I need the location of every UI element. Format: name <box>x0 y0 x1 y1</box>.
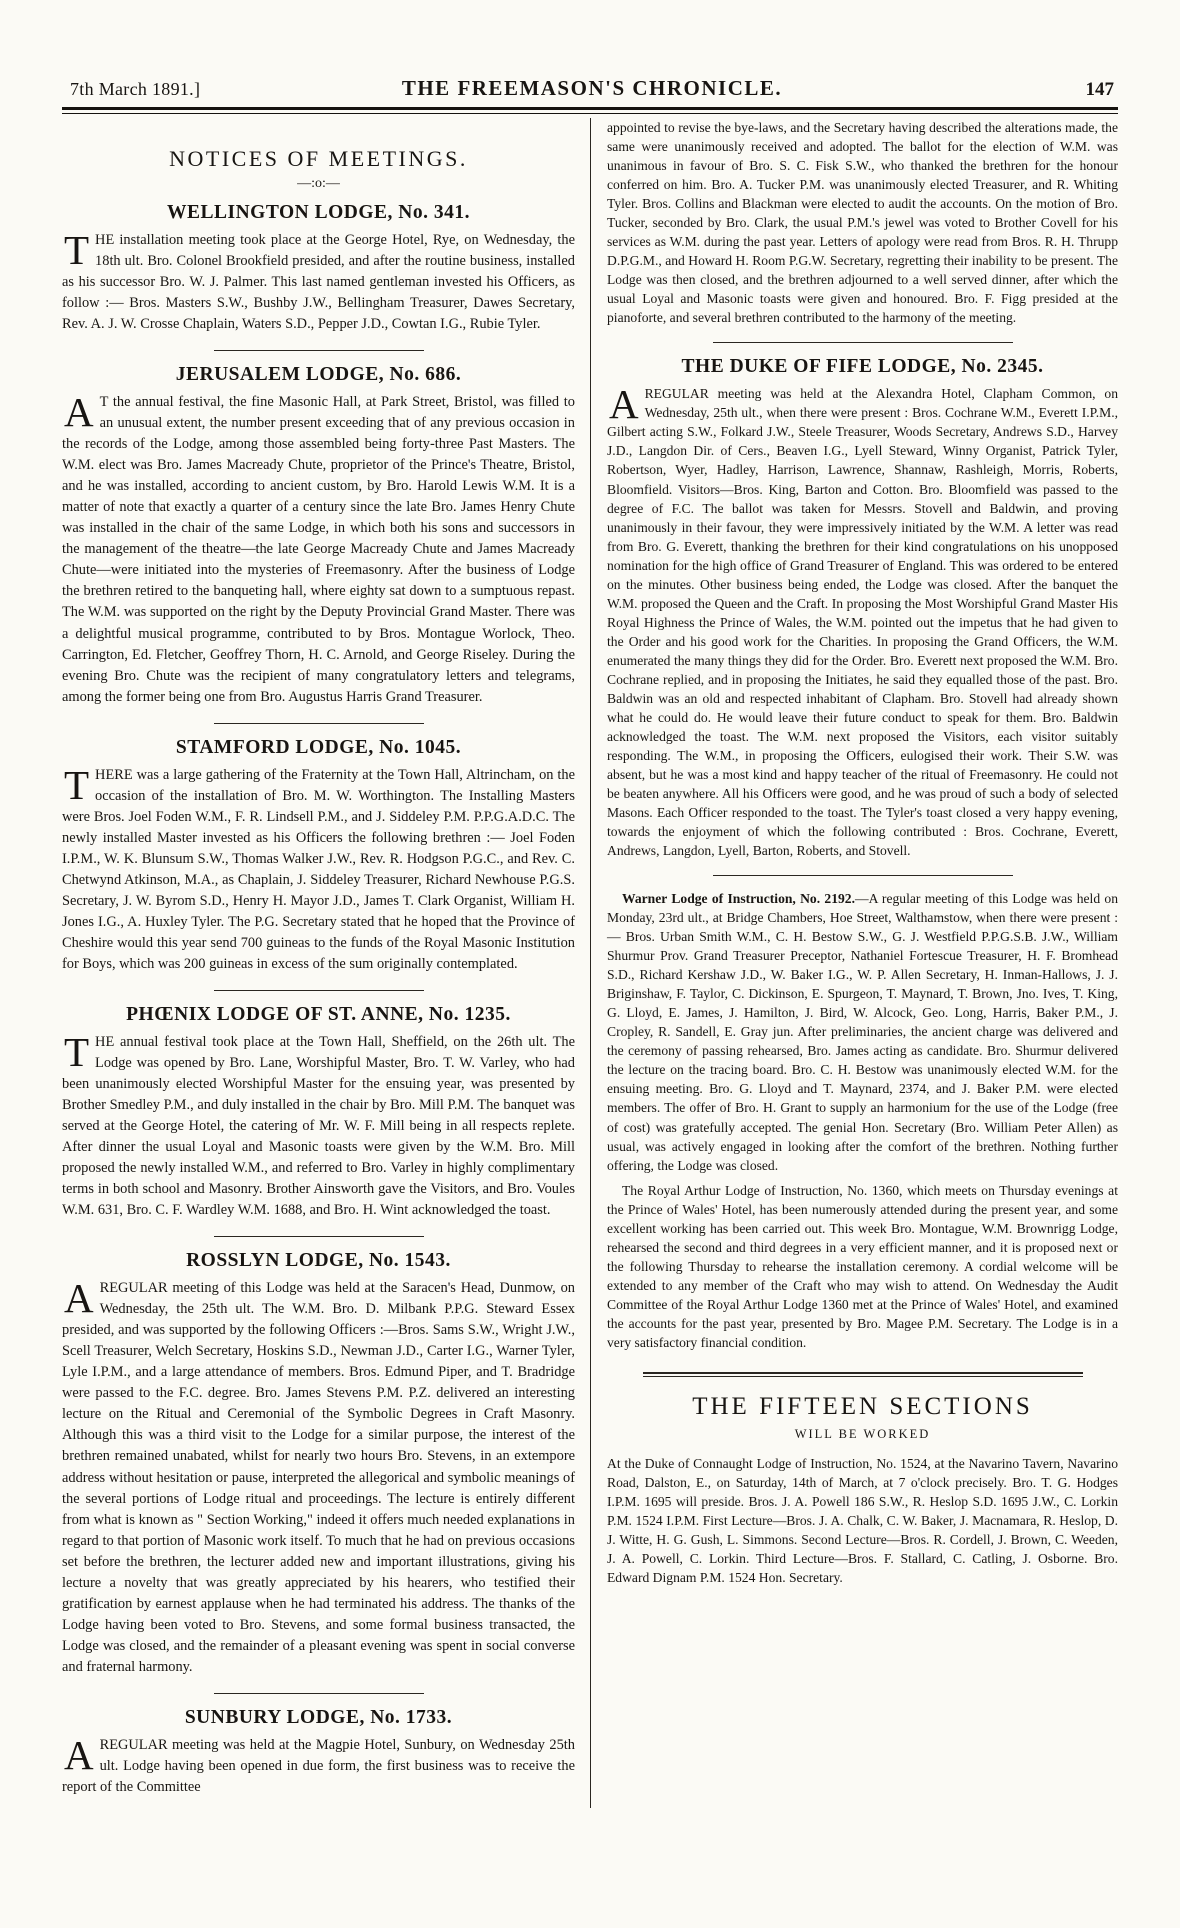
lodge-heading: THE DUKE OF FIFE LODGE, No. 2345. <box>681 356 1044 378</box>
fifteen-sections <box>607 1393 1118 1587</box>
fifteen-sections-heading: THE FIFTEEN SECTIONS <box>692 1392 1033 1420</box>
left-column <box>62 118 590 1808</box>
lodge-paragraph-text: —A regular meeting of this Lodge was held on Monday, 23rd ult., at Bridge Chambers, Hoe Street, Walthamstow, when there were present :— Bros. Urban Smith W.M., C. H. Bestow S.W., G. J. Westfield P.P.G.S.B. J.W., William Shurmur Prov. Grand Treasurer Preceptor, Nathaniel Fortescue Treasurer, H. F. Bromhead S.D., Richard Kershaw J.D., W. Baker I.G., W. P. Allen Secretary, H. Inman-Hallows, J. J. Briginshaw, F. Taylor, C. Dickinson, E. Spurgeon, T. Maynard, T. Brown, Jno. Ives, T. King, G. Lloyd, E. James, J. Hamilton, J. Bird, W. Alcock, Geo. Long, Harris, Baker P.M., J. Cropley, R. Sandell, E. Gray jun. After preliminaries, the ancient charge was delivered and the ceremony of passing rehearsed, Bro. James acting as candidate. Bro. Shurmur delivered the lecture on the tracing board. Bro. C. H. Bestow was unanimously elected W.M. for the ensuing meeting. Bro. G. Lloyd and T. Maynard, 2374, and J. Baker P.M. were elected members. The offer of Bro. H. Grant to supply an harmonium for the use of the Lodge (free of cost) was gratefully accepted. The genial Hon. Secretary (Bro. William Peter Allen) as usual, was actively engaged in looking after the comfort of the brethren. Nothing further offering, the Lodge was closed. <box>607 891 1118 1173</box>
notices-title: NOTICES OF MEETINGS. <box>169 146 468 171</box>
lodge-heading: STAMFORD LODGE, No. 1045. <box>175 736 462 758</box>
lodge-section-wellington <box>62 202 575 335</box>
lodge-heading: WELLINGTON LODGE, No. 341. <box>166 202 471 223</box>
lodge-section-jerusalem <box>62 364 575 707</box>
drop-cap: A <box>64 389 94 436</box>
drop-cap: T <box>64 227 90 273</box>
page-header <box>0 0 1180 107</box>
lodge-paragraph-text: REGULAR meeting of this Lodge was held at the Saracen's Head, Dunmow, on Wednesday, the 25th ult. The W.M. Bro. D. Milbank P.P.G. Steward Essex presided, and was supported by the following Officers :—Bros. Sams S.W., Wright J.W., Scell Treasurer, Welch Secretary, Hoskins S.D., Newman J.D., Carter I.G., Warner Tyler, Lyle I.P.M., and a large attendance of members. Bros. Edmund Piper, and T. Bradridge were passed to the F.C. degree. Bro. James Stevens P.M. P.Z. delivered an interesting lecture on the Ritual and Ceremonial of the Symbolic Degrees in Craft Masonry. Although this was a third visit to the Lodge for a similar purpose, the interest of the brethren remained unabated, whilst for nearly two hours Bro. Stevens, in an extempore address without hesitation or pause, interpreted the allegorical and symbolic meanings of the several portions of Lodge ritual and proceedings. The lecture is entirely different from what is known as " Section Working," indeed it offers much needed explanations in regard to that portion of Masonic work itself. To much that he had on previous occasions set before the brethren, the lecturer added new and important illustrations, giving his lecture a novelty that was greatly appreciated by his hearers, who testified their gratification by earnest applause when he had terminated his address. The thanks of the Lodge having been voted to Bro. Stevens, and some formal business transacted, the Lodge was closed, and the remainder of a pleasant evening was spent in social converse and fraternal harmony. <box>62 1280 575 1675</box>
continuation-paragraph: appointed to revise the bye-laws, and the Secretary having described the alterations made, the same were unanimously received and adopted. The ballot for the election of W.M. was unanimous in favour of Bro. S. C. Fisk S.W., who thanked the brethren for the honour conferred on him. Bro. A. Tucker P.M. was unanimously elected Treasurer, and R. Whiting Tyler. Bros. Collins and Blackman were elected to audit the accounts. On the motion of Bro. Tucker, seconded by Bro. Clark, the usual P.M.'s jewel was voted to Brother Covell for his services as W.M. during the past year. Letters of apology were read from Bros. R. H. Thrupp D.P.G.M., and Howard H. Room P.G.W. Secretary, regretting their inability to be present. The Lodge was then closed, and the brethren adjourned to a well served dinner, after which the usual Loyal and Masonic toasts were given and honoured. Bro. F. Figg presided at the pianoforte, and several brethren contributed to the harmony of the meeting. <box>607 120 1118 326</box>
lodge-paragraph-text: REGULAR meeting was held at the Magpie Hotel, Sunbury, on Wednesday 25th ult. Lodge having been opened in due form, the first business was to receive the report of the Committee <box>62 1736 575 1795</box>
drop-cap: A <box>64 1731 94 1778</box>
fifteen-sections-paragraph: At the Duke of Connaught Lodge of Instruction, No. 1524, at the Navarino Tavern, Navarino Road, Dalston, E., on Saturday, 14th of March, at 7 o'clock precisely. Bro. T. G. Hodges I.P.M. 1695 will preside. Bros. J. A. Powell 186 S.W., R. Heslop S.D. 1695 J.W., C. Lorkin P.M. 1524 I.P.M. First Lecture—Bros. J. A. Chalk, C. W. Baker, J. Macnamara, R. Heslop, D. J. Witte, H. G. Gush, L. Simmons. Second Lecture—Bros. R. Cordell, J. Brown, C. Weeden, J. A. Powell, C. Lorkin. Third Lecture—Bros. F. Stallard, C. Catling, J. Osborne. Bro. Edward Dignam P.M. 1524 Hon. Secretary. <box>607 1455 1118 1586</box>
fifteen-sections-subheading: WILL BE WORKED <box>794 1426 931 1441</box>
columns <box>0 114 1180 1808</box>
page-number: 147 <box>1085 79 1114 100</box>
lodge-paragraph <box>62 1028 575 1221</box>
lodge-paragraph-text: HE annual festival took place at the Town Hall, Sheffield, on the 26th ult. The Lodge was opened by Bro. Lane, Worshipful Master, Bro. T. W. Varley, who had been unanimously elected Worshipful Master for the ensuing year, was presented by Brother Smedley P.M., and duly installed in the chair by Bro. Mill P.M. The banquet was served at the George Hotel, the catering of Mr. W. F. Mill being in all respects replete. After dinner the usual Loyal and Masonic toasts were given by the W.M. Bro. Mill proposed the newly installed W.M., and referred to Bro. Varley in highly complimentary terms in both school and Masonry. Brother Ainsworth gave the Visitors, and Bro. Voules W.M. 631, Bro. C. F. Wardley W.M. 1688, and Bro. H. Wint acknowledged the toast. <box>62 1033 575 1219</box>
lodge-paragraph <box>62 1731 575 1798</box>
lodge-paragraph-text: REGULAR meeting was held at the Alexandra Hotel, Clapham Common, on Wednesday, 25th ult., when there were present : Bros. Cochrane W.M., Everett I.P.M., Gilbert acting S.W., Folkard J.W., Steele Treasurer, Woods Secretary, Andrews S.D., Harvey J.D., Langdon Dir. of Cers., Beaven I.G., Lyell Steward, Winny Organist, Patrick Tyler, Robertson, Wyer, Hadley, Harrison, Lawrence, Shannaw, Rashleigh, Morris, Roberts, Bloomfield. Visitors—Bros. King, Barton and Cotton. Bro. Bloomfield was passed to the degree of F.C. The ballot was taken for Messrs. Stovell and Baldwin, and proving unanimously in their favour, they were impressively initiated by the W.M. A letter was read from Bro. G. Everett, thanking the brethren for their kind congratulations on his unopposed nomination for the high office of Grand Treasurer of England. This was ordered to be entered on the minutes. Other business being ended, the Lodge was closed. After the banquet the W.M. proposed the Queen and the Craft. In proposing the Most Worshipful Grand Master His Royal Highness the Prince of Wales, the W.M. pointed out the impetus that he had given to the Order and his good work for the Charities. In proposing the Grand Officers, the W.M. enumerated the many things they did for the Order. Bro. Everett next proposed the W.M. Bro. Cochrane replied, and in proposing the Initiates, he said they equalled those of the past. Bro. Baldwin was an old and respected inhabitant of Clapham. Bro. Stovell had already shown what he could do. He would leave their future conduct to speak for them. Bro. Baldwin acknowledged the toast. The W.M. next proposed the Visitors, each visitor suitably responding. The W.M., in proposing the Officers, eulogised their work. Their S.W. was absent, but he was a most kind and happy teacher of the ritual of Freemasonry. He could not be beaten anywhere. All his Officers were good, and he was proud of such a body of selected Masons. Each Officer responded to the toast. The Tyler's toast closed a very happy evening, towards the enjoyment of which the following contributed : Bros. Cochrane, Everett, Andrews, Langdon, Lyell, Barton, Roberts, and Stovell. <box>607 386 1118 859</box>
drop-cap: T <box>64 761 90 808</box>
lodge-section-warner <box>607 889 1118 1174</box>
drop-cap: T <box>64 1028 90 1075</box>
lodge-paragraph <box>62 1275 575 1678</box>
section-rule <box>713 342 1013 343</box>
lodge-heading: ROSSLYN LODGE, No. 1543. <box>186 1250 451 1272</box>
section-rule <box>214 990 424 991</box>
lodge-paragraph-text: HERE was a large gathering of the Fraternity at the Town Hall, Altrincham, on the occasion of the installation of Bro. M. W. Worthington. The Installing Masters were Bros. Joel Foden W.M., F. R. Lindsell P.M., and J. Siddeley P.M. P.P.G.A.D.C. The newly installed Master invested as his Officers the following brethren :— Joel Foden I.P.M., W. K. Blunsum S.W., Thomas Walker J.W., Rev. R. Hodgson P.G.C., and Rev. C. Chetwynd Atkinson, M.A., as Chaplain, J. Siddeley Treasurer, Richard Newhouse P.G.S. Secretary, J. W. Byrom S.D., Henry H. Mayor J.D., James T. Clark Organist, William H. Jones I.G., A. Huxley Tyler. The P.G. Secretary stated that he hoped that the Province of Cheshire would this year send 700 guineas to the funds of the Royal Masonic Institution for Boys, which was 200 guineas in excess of the sum originally contemplated. <box>62 766 575 972</box>
lodge-heading: SUNBURY LODGE, No. 1733. <box>184 1706 453 1728</box>
lodge-section-stamford <box>62 737 575 975</box>
lodge-paragraph <box>62 227 575 335</box>
lodge-section-sunbury <box>62 1707 575 1798</box>
warner-lead: Warner Lodge of Instruction, No. 2192. <box>622 891 855 907</box>
section-rule <box>214 350 424 351</box>
lodge-heading: PHŒNIX LODGE OF ST. ANNE, No. 1235. <box>126 1003 511 1025</box>
drop-cap: A <box>64 1275 94 1322</box>
lodge-paragraph <box>62 761 575 975</box>
page-title: THE FREEMASON'S CHRONICLE. <box>401 76 783 100</box>
section-rule <box>713 875 1013 876</box>
issue-date: 7th March 1891.] <box>70 79 201 99</box>
lodge-heading: JERUSALEM LODGE, No. 686. <box>175 364 462 386</box>
lodge-section-duke-of-fife <box>607 356 1118 860</box>
lodge-paragraph <box>607 381 1118 860</box>
lodge-paragraph-text: HE installation meeting took place at the George Hotel, Rye, on Wednesday, the 18th ult. Bro. Colonel Brookfield presided, and after the routine business, installed as his successor Bro. W. J. Palmer. This last named gentleman invested his Officers, as follow :— Bros. Masters S.W., Bushby J.W., Bellingham Treasurer, Dawes Secretary, Rev. A. J. W. Crosse Chaplain, Waters S.D., Pepper J.D., Cowtan I.G., Rubie Tyler. <box>62 232 575 333</box>
lodge-section-royal-arthur <box>607 1181 1118 1352</box>
notices-ornament: —:o:— <box>297 176 340 191</box>
section-rule <box>214 1693 424 1694</box>
lodge-paragraph <box>607 889 1118 1174</box>
lodge-paragraph <box>62 389 575 707</box>
header-rule <box>62 107 1118 114</box>
right-column <box>590 118 1118 1808</box>
drop-cap: A <box>609 381 639 428</box>
lodge-paragraph: The Royal Arthur Lodge of Instruction, No. 1360, which meets on Thursday evenings at the Prince of Wales' Hotel, has been numerously attended during the present year, and some excellent working has been carried out. This week Bro. Montague, W.M. Brownrigg Lodge, rehearsed the second and third degrees in a very efficient manner, and it is proposed next or the following Thursday to rehearse the installation ceremony. A cordial welcome will be extended to any member of the Craft who may wish to attend. On Wednesday the Audit Committee of the Royal Arthur Lodge 1360 met at the Prince of Wales' Hotel, and examined the accounts for the past year, presented by Bro. Magee P.M. Secretary. The Lodge is in a very satisfactory financial condition. <box>607 1182 1118 1350</box>
section-rule <box>214 1236 424 1237</box>
lodge-section-rosslyn <box>62 1250 575 1678</box>
double-rule <box>643 1372 1083 1377</box>
lodge-paragraph-text: T the annual festival, the fine Masonic Hall, at Park Street, Bristol, was filled to an unusual extent, the number present exceeding that of any previous occasion in the records of the Lodge, among those assembled being forty-three Past Masters. The W.M. elect was Bro. James Macready Chute, proprietor of the Prince's Theatre, Bristol, and he was installed, according to ancient custom, by Bro. Harold Lewis W.M. It is a matter of note that exactly a quarter of a century since the late Bro. James Henry Chute was installed in the chair of the same Lodge, in which both his sons and successors in the management of the theatre—the late George Macready Chute and James Macready Chute—were initiated into the mysteries of Freemasonry. After the business of Lodge the brethren retired to the banqueting hall, where eighty sat down to a sumptuous repast. The W.M. was supported on the right by the Deputy Provincial Grand Master. There was a delightful musical programme, contributed to by Bros. Montague Worlock, Theo. Carrington, Ed. Fletcher, Geoffrey Thorn, H. C. Arnold, and George Riseley. During the evening Bro. Chute was the recipient of many congratulatory letters and telegrams, among the former being one from Bro. Augustus Harris Grand Treasurer. <box>62 394 575 705</box>
section-rule <box>214 723 424 724</box>
lodge-section-phoenix <box>62 1004 575 1221</box>
